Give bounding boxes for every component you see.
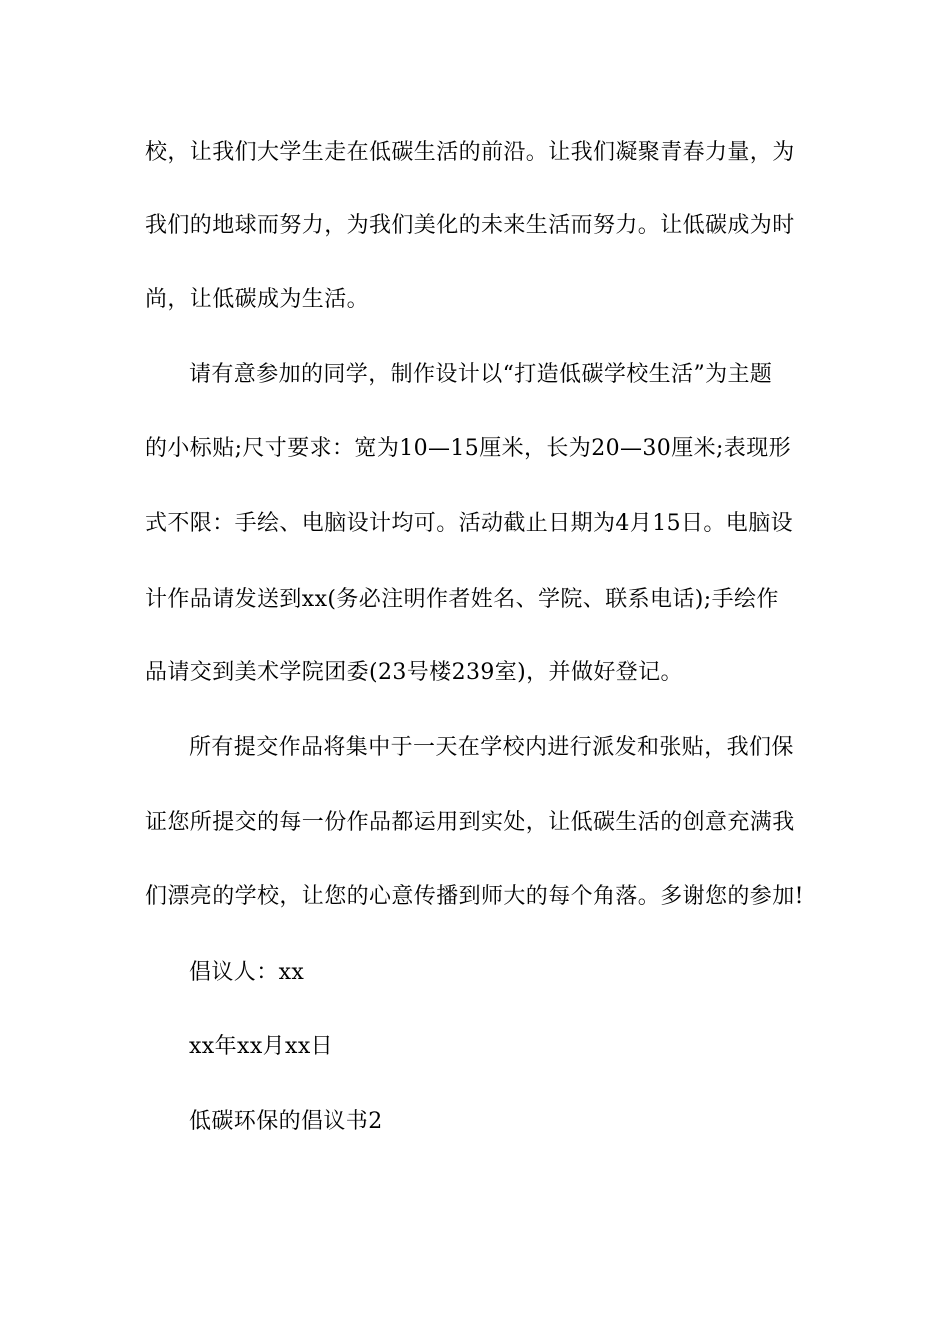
paragraph-line: 的小标贴;尺寸要求：宽为10—15厘米，长为20—30厘米;表现形 (145, 436, 792, 461)
paragraph-line: 请有意参加的同学，制作设计以“打造低碳学校生活”为主题 (189, 362, 773, 387)
paragraph-line: 品请交到美术学院团委(23号楼239室)，并做好登记。 (145, 660, 683, 685)
paragraph-line: 我们的地球而努力，为我们美化的未来生活而努力。让低碳成为时 (145, 213, 795, 238)
section-title: 低碳环保的倡议书2 (189, 1109, 383, 1134)
paragraph-line: 式不限：手绘、电脑设计均可。活动截止日期为4月15日。电脑设 (145, 511, 793, 536)
initiator-line: 倡议人：xx (189, 960, 305, 985)
date-line: xx年xx月xx日 (189, 1034, 334, 1059)
paragraph-line: 所有提交作品将集中于一天在学校内进行派发和张贴，我们保 (189, 735, 794, 760)
paragraph-line: 们漂亮的学校，让您的心意传播到师大的每个角落。多谢您的参加! (145, 884, 804, 909)
paragraph-line: 计作品请发送到xx(务必注明作者姓名、学院、联系电话);手绘作 (145, 587, 779, 612)
paragraph-line: 校，让我们大学生走在低碳生活的前沿。让我们凝聚青春力量，为 (145, 140, 795, 165)
paragraph-line: 尚，让低碳成为生活。 (145, 287, 370, 312)
paragraph-line: 证您所提交的每一份作品都运用到实处，让低碳生活的创意充满我 (145, 810, 795, 835)
